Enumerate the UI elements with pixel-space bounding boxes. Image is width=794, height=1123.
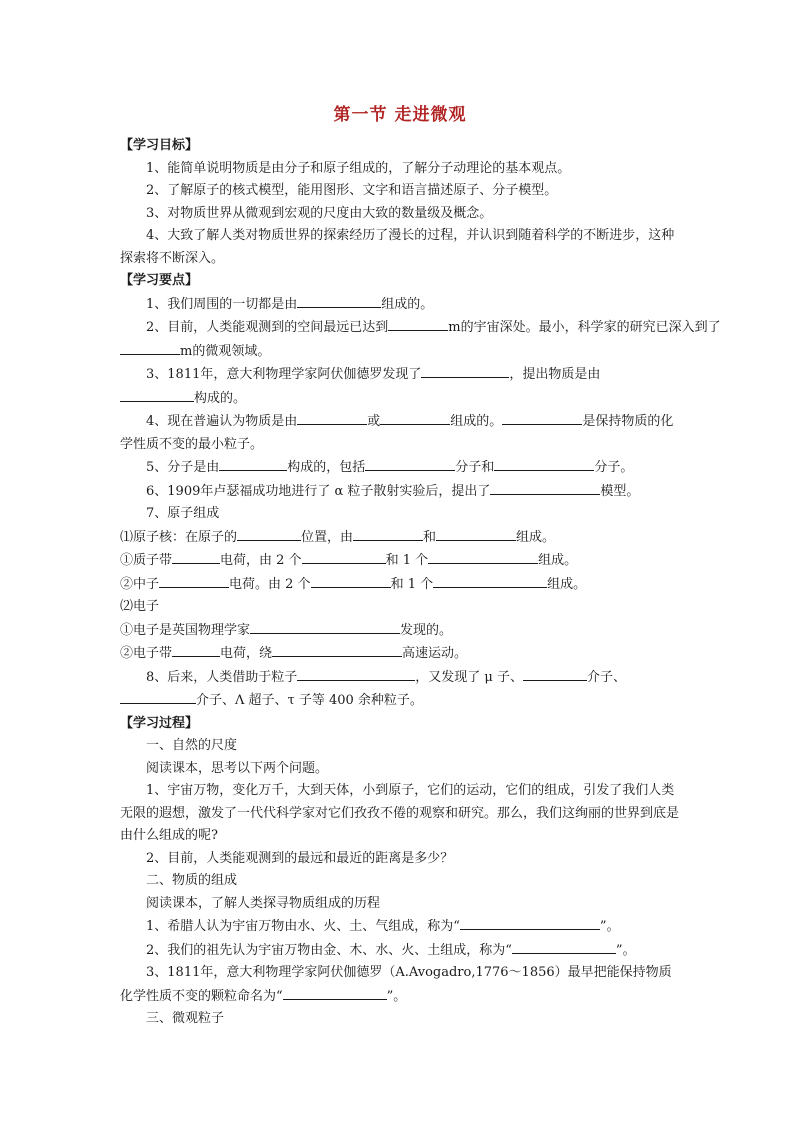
section-heading-process: 【学习过程】 xyxy=(120,715,199,731)
point-item: 4、现在普遍认为物质是由 或 组成的。 是保持物质的化学性质不变的最小粒子。 xyxy=(120,410,680,456)
fill-blank[interactable] xyxy=(494,456,594,471)
goal-item: 2、了解原子的核式模型，能用图形、文字和语言描述原子、分子模型。 xyxy=(146,183,558,198)
subsection-heading: 三、微观粒子 xyxy=(146,1011,225,1026)
fill-blank[interactable] xyxy=(250,619,400,634)
fill-blank[interactable] xyxy=(428,549,538,564)
section-heading-points: 【学习要点】 xyxy=(120,273,199,288)
fill-blank[interactable] xyxy=(297,293,381,308)
point-item-cont: 介子、Λ 超子、τ 子等 400 余种粒子。 xyxy=(120,689,680,713)
point-item: 6、1909年卢瑟福成功地进行了 α 粒子散射实验后，提出了 模型。 xyxy=(120,480,680,504)
fill-blank[interactable] xyxy=(120,689,196,704)
section-heading-goals: 【学习目标】 xyxy=(120,138,199,153)
subsection-heading: 二、物质的组成 xyxy=(146,873,238,888)
instruction: 阅读课本，思考以下两个问题。 xyxy=(146,760,329,776)
fill-blank[interactable] xyxy=(433,573,547,588)
fill-blank[interactable] xyxy=(172,549,220,564)
question: 2、目前，人类能观测到的最远和最近的距离是多少？ xyxy=(146,850,454,866)
point-subitem: ⑴原子核：在原子的 位置，由 和 组成。 xyxy=(120,526,680,550)
point-item: 2、目前，人类能观测到的空间最远已达到 m的宇宙深处。最小，科学家的研究已深入到了 xyxy=(120,316,680,340)
fill-blank[interactable] xyxy=(159,573,229,588)
subsection-heading: 一、自然的尺度 xyxy=(146,738,238,753)
fill-blank[interactable] xyxy=(490,480,600,495)
point-item: 1、我们周围的一切都是由 组成的。 xyxy=(120,293,680,317)
fill-blank[interactable] xyxy=(512,939,616,954)
point-subitem: ②中子 电荷。由 2 个 和 1 个 组成。 xyxy=(120,573,680,597)
point-subitem: ①电子是英国物理学家 发现的。 xyxy=(120,619,680,643)
fill-blank[interactable] xyxy=(388,316,448,331)
point-subitem: ⑵电子 xyxy=(120,599,160,614)
fill-blank[interactable] xyxy=(283,985,387,1000)
question: 2、我们的祖先认为宇宙万物由金、木、水、火、土组成，称为“ ”。 xyxy=(120,939,680,963)
fill-blank[interactable] xyxy=(297,666,415,681)
point-item: 5、分子是由 构成的，包括 分子和 分子。 xyxy=(120,456,680,480)
fill-blank[interactable] xyxy=(172,642,220,657)
fill-blank[interactable] xyxy=(460,915,600,930)
fill-blank[interactable] xyxy=(311,573,391,588)
fill-blank[interactable] xyxy=(219,456,287,471)
fill-blank[interactable] xyxy=(365,456,455,471)
goal-item: 1、能简单说明物质是由分子和原子组成的，了解分子动理论的基本观点。 xyxy=(146,160,571,176)
fill-blank[interactable] xyxy=(380,410,450,425)
instruction: 阅读课本，了解人类探寻物质组成的历程 xyxy=(146,895,381,911)
page-title: 第一节 走进微观 xyxy=(333,105,467,125)
goal-item: 4、大致了解人类对物质世界的探索经历了漫长的过程，并认识到随着科学的不断进步，这种探索将不断深入。 xyxy=(120,228,675,266)
question: 3、1811年，意大利物理学家阿伏伽德罗（A.Avogadro,1776～1856）最早把能保持物质化学性质不变的颗粒命名为“ ”。 xyxy=(120,965,672,1004)
fill-blank[interactable] xyxy=(436,526,516,541)
fill-blank[interactable] xyxy=(353,526,423,541)
fill-blank[interactable] xyxy=(120,387,194,402)
question: 1、宇宙万物，变化万千，大到天体，小到原子，它们的运动，它们的组成，引发了我们人类无限的遐想，激发了一代代科学家对它们孜孜不倦的观察和研究。那么，我们这绚丽的世界到底是由什么组成的呢? xyxy=(120,783,680,843)
fill-blank[interactable] xyxy=(302,549,386,564)
fill-blank[interactable] xyxy=(272,642,402,657)
fill-blank[interactable] xyxy=(523,666,587,681)
worksheet-page xyxy=(120,100,721,1031)
point-subitem: ②电子带 电荷，绕 高速运动。 xyxy=(120,642,680,666)
point-item-cont: 构成的。 xyxy=(120,387,680,411)
point-item: 3、1811年，意大利物理学家阿伏伽德罗发现了 ，提出物质是由 xyxy=(120,363,680,387)
fill-blank[interactable] xyxy=(120,340,180,355)
point-subitem: ①质子带 电荷，由 2 个 和 1 个 组成。 xyxy=(120,549,680,573)
goal-item: 3、对物质世界从微观到宏观的尺度由大致的数量级及概念。 xyxy=(146,205,493,221)
point-item-cont: m的微观领域。 xyxy=(120,340,680,364)
fill-blank[interactable] xyxy=(421,363,509,378)
fill-blank[interactable] xyxy=(297,410,367,425)
point-item: 7、原子组成 xyxy=(146,506,220,521)
point-item: 8、后来，人类借助于粒子 ，又发现了 μ 子、 介子、 xyxy=(120,666,680,690)
question: 1、希腊人认为宇宙万物由水、火、土、气组成，称为“ ”。 xyxy=(120,915,680,939)
fill-blank[interactable] xyxy=(502,410,582,425)
fill-blank[interactable] xyxy=(237,526,301,541)
